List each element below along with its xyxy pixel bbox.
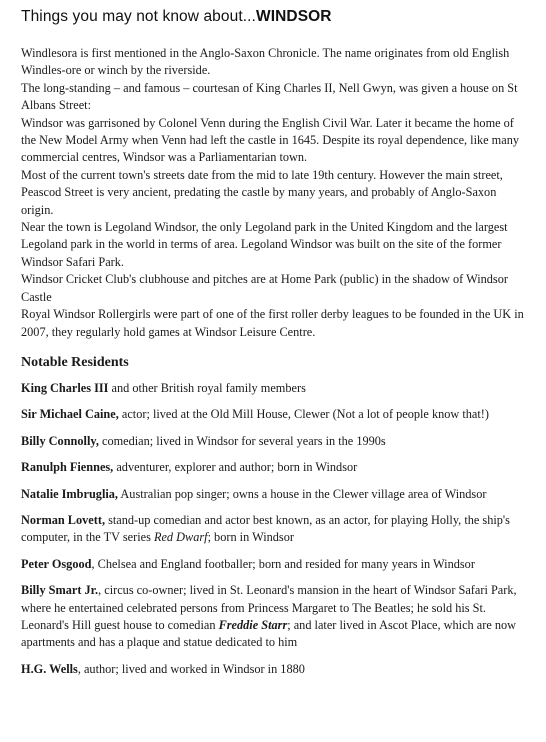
- facts-list: [21, 45, 531, 341]
- fact-item: Windsor was garrisoned by Colonel Venn during the English Civil War. Later it became the home of the New Model Army when Venn had left the castle in 1645. Despite its royal dependence, like many commercial centres, Windsor was a Parliamentarian town.: [21, 115, 520, 165]
- page-title: [21, 8, 531, 26]
- fact-item: Windsor Cricket Club's clubhouse and pitches are at Home Park (public) in the shadow of Windsor Castle: [21, 272, 508, 304]
- residents-list: [21, 380, 531, 678]
- resident-item: [21, 661, 531, 678]
- resident-item: [21, 512, 531, 547]
- resident-desc-end: ; born in Windsor: [207, 530, 294, 545]
- resident-desc: , circus co-owner; lived in St. Leonard's mansion in the heart of Windsor Safari Park, where he entertained celebrated persons from Princess Margaret to The Beatles; he sold his St. Leonard's Hill guest house to comedian: [21, 583, 517, 632]
- resident-name: Billy Smart Jr.: [21, 583, 99, 598]
- resident-desc: and other British royal family members: [108, 380, 306, 395]
- resident-desc: actor; lived at the Old Mill House, Clewer (Not a lot of people know that!): [118, 407, 489, 422]
- resident-name: King Charles III: [21, 380, 109, 395]
- resident-item: [21, 406, 531, 423]
- resident-name: Natalie Imbruglia,: [21, 486, 119, 501]
- tv-series-title: Red Dwarf: [153, 530, 208, 545]
- resident-desc: stand-up comedian and actor best known, as an actor, for playing Holly, the ship's computer, in the TV series: [21, 512, 510, 545]
- fact-item: Most of the current town's streets date from the mid to late 19th century. However the main street, Peascod Street is very ancient, predating the castle by many years, and probably of Anglo-Saxon origin.: [21, 167, 503, 217]
- resident-desc: , author; lived and worked in Windsor in 1880: [77, 661, 305, 676]
- resident-item: [21, 433, 531, 450]
- resident-item: [21, 582, 531, 652]
- comedian-name: Freddie Starr: [218, 617, 288, 632]
- resident-name: Peter Osgood: [21, 556, 92, 571]
- resident-desc: , Chelsea and England footballer; born and resided for many years in Windsor: [91, 556, 475, 571]
- fact-item: Windlesora is first mentioned in the Anglo-Saxon Chronicle. The name originates from old English Windles-ore or winch by the riverside.: [21, 46, 510, 78]
- resident-item: [21, 459, 531, 476]
- resident-desc: adventurer, explorer and author; born in Windsor: [113, 460, 358, 475]
- resident-desc: comedian; lived in Windsor for several years in the 1990s: [98, 433, 386, 448]
- article: [21, 8, 531, 687]
- title-place: WINDSOR: [255, 8, 332, 25]
- resident-name: Ranulph Fiennes,: [21, 460, 114, 475]
- title-prefix: Things you may not know about...: [21, 8, 256, 25]
- fact-item: The long-standing – and famous – courtesan of King Charles II, Nell Gwyn, was given a house on St Albans Street:: [21, 80, 518, 113]
- resident-desc: Australian pop singer; owns a house in the Clewer village area of Windsor: [118, 486, 487, 501]
- resident-name: H.G. Wells: [21, 661, 78, 676]
- fact-item: Royal Windsor Rollergirls were part of one of the first roller derby leagues to be founded in the UK in 2007, they regularly hold games at Windsor Leisure Centre.: [21, 307, 524, 339]
- resident-item: [21, 486, 531, 503]
- fact-item: Near the town is Legoland Windsor, the only Legoland park in the United Kingdom and the largest Legoland park in the world in terms of area. Legoland Windsor was built on the site of the former Windsor Safari Park.: [21, 220, 508, 269]
- resident-name: Norman Lovett,: [21, 512, 106, 527]
- resident-item: [21, 380, 531, 397]
- resident-item: [21, 556, 531, 573]
- residents-heading: Notable Residents: [21, 354, 129, 370]
- resident-desc-end: ; and later lived in Ascot Place, which are now apartments and has a plaque and statue dedicated to him: [21, 617, 517, 650]
- resident-name: Billy Connolly,: [21, 433, 99, 448]
- resident-name: Sir Michael Caine,: [21, 407, 119, 422]
